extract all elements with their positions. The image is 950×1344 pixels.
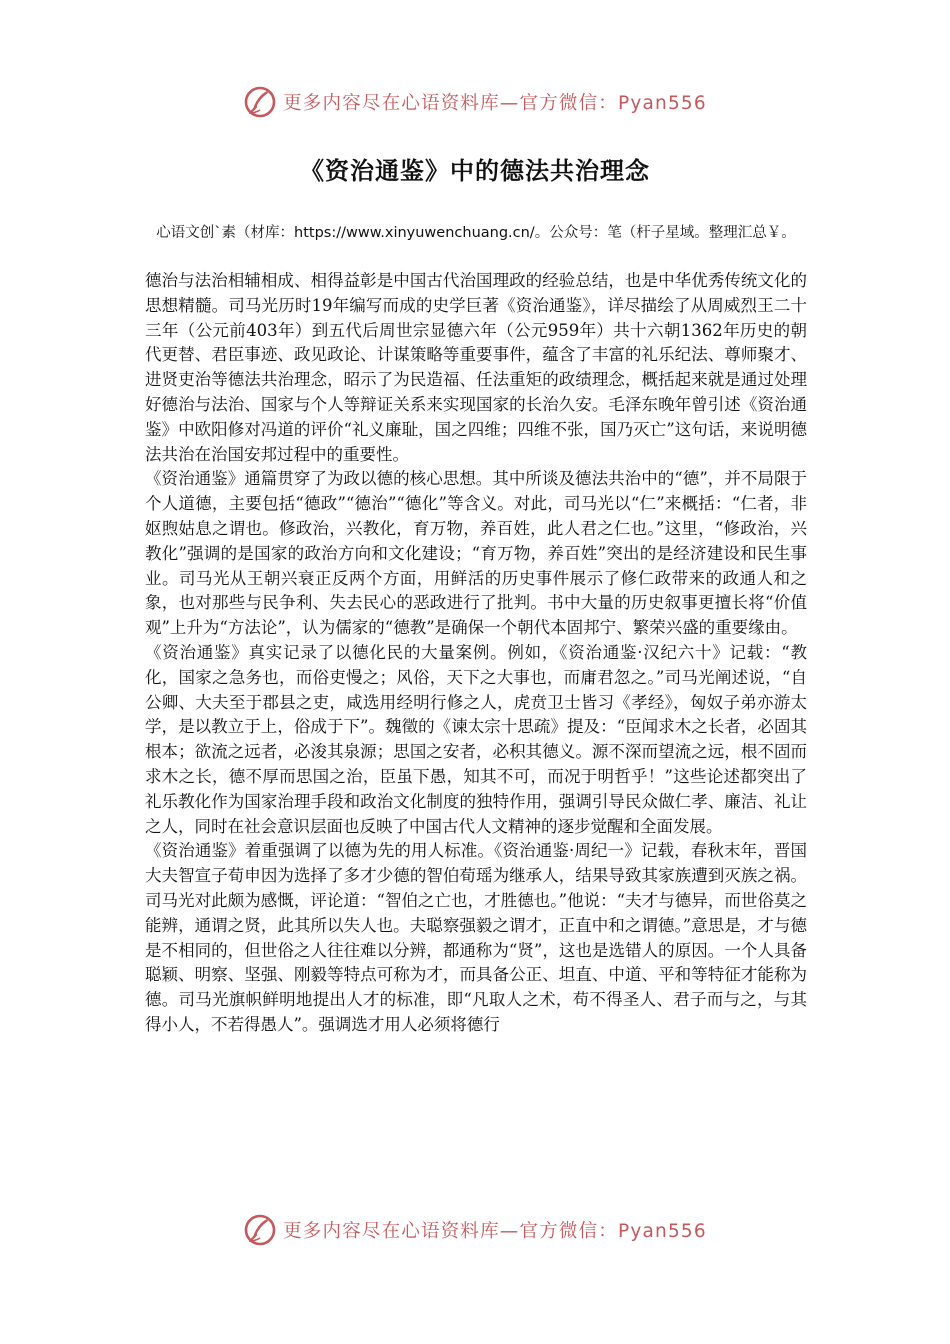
- quill-logo-icon: [243, 85, 277, 119]
- watermark-label: 更多内容尽在心语资料库—官方微信：: [283, 1221, 618, 1242]
- article-body: [145, 269, 807, 1189]
- paragraph-4: 《资治通鉴》着重强调了以德为先的用人标准。《资治通鉴·周纪一》记载，春秋末年，晋国大夫智宣子荀申因为选择了多才少德的智伯荀瑶为继承人，结果导致其家族遭到灭族之祸。司马光对此颇为感慨，评论道：“智伯之亡也，才胜德也。”他说：“夫才与德异，而世俗莫之能辨，通谓之贤，此其所以失人也。夫聪察强毅之谓才，正直中和之谓德。”意思是，才与德是不相同的，但世俗之人往往难以分辨，都通称为“贤”，这也是选错人的原因。一个人具备聪颖、明察、坚强、刚毅等特点可称为才，而具备公正、坦直、中道、平和等特征才能称为德。司马光旗帜鲜明地提出人才的标准，即“凡取人之术，苟不得圣人、君子而与之，与其得小人，不若得愚人”。强调选才用人必须将德行: [145, 841, 807, 1034]
- watermark-text: [283, 89, 707, 115]
- header-watermark: [0, 82, 950, 122]
- footer-watermark: [0, 1210, 950, 1250]
- wechat-handle: Pyan556: [618, 1221, 707, 1242]
- source-credit: 心语文创`素（材库：https://www.xinyuwenchuang.cn/。公众号：笔（杆子星域。整理汇总￥。: [156, 225, 796, 241]
- paragraph-2: 《资治通鉴》通篇贯穿了为政以德的核心思想。其中所谈及德法共治中的“德”，并不局限于个人道德，主要包括“德政”“德治”“德化”等含义。对此，司马光以“仁”来概括：“仁者，非妪煦姑息之谓也。修政治，兴教化，育万物，养百姓，此人君之仁也。”这里，“修政治，兴教化”强调的是国家的政治方向和文化建设；“育万物，养百姓”突出的是经济建设和民生事业。司马光从王朝兴衰正反两个方面，用鲜活的历史事件展示了修仁政带来的政通人和之象，也对那些与民争利、失去民心的恶政进行了批判。书中大量的历史叙事更擅长将“价值观”上升为“方法论”，认为儒家的“德教”是确保一个朝代本固邦宁、繁荣兴盛的重要缘由。: [145, 469, 807, 638]
- quill-logo-icon: [243, 1213, 277, 1247]
- paragraph-1: 德治与法治相辅相成、相得益彰是中国古代治国理政的经验总结，也是中华优秀传统文化的思想精髓。司马光历时19年编写而成的史学巨著《资治通鉴》，详尽描绘了从周威烈王二十三年（公元前403年）到五代后周世宗显德六年（公元959年）共十六朝1362年历史的朝代更替、君臣事迹、政见政论、计谋策略等重要事件，蕴含了丰富的礼乐纪法、尊师聚才、进贤吏治等德法共治理念，昭示了为民造福、任法重矩的政绩理念，概括起来就是通过处理好德治与法治、国家与个人等辩证关系来实现国家的长治久安。毛泽东晚年曾引述《资治通鉴》中欧阳修对冯道的评价“礼义廉耻，国之四维；四维不张，国乃灭亡”这句话，来说明德法共治在治国安邦过程中的重要性。: [145, 271, 807, 464]
- paragraph-3: 《资治通鉴》真实记录了以德化民的大量案例。例如，《资治通鉴·汉纪六十》记载：“教化，国家之急务也，而俗吏慢之；风俗，天下之大事也，而庸君忽之。”司马光阐述说，“自公卿、大夫至于郡县之吏，咸选用经明行修之人，虎贲卫士皆习《孝经》，匈奴子弟亦游太学，是以教立于上，俗成于下”。魏徵的《谏太宗十思疏》提及：“臣闻求木之长者，必固其根本；欲流之远者，必浚其泉源；思国之安者，必积其德义。源不深而望流之远，根不固而求木之长，德不厚而思国之治，臣虽下愚，知其不可，而况于明哲乎！”这些论述都突出了礼乐教化作为国家治理手段和政治文化制度的独特作用，强调引导民众做仁孝、廉洁、礼让之人，同时在社会意识层面也反映了中国古代人文精神的逐步觉醒和全面发展。: [145, 642, 807, 836]
- watermark-label: 更多内容尽在心语资料库—官方微信：: [283, 93, 618, 114]
- watermark-text: [283, 1217, 707, 1243]
- wechat-handle: Pyan556: [618, 93, 707, 114]
- document-title: 《资治通鉴》中的德法共治理念: [300, 156, 650, 185]
